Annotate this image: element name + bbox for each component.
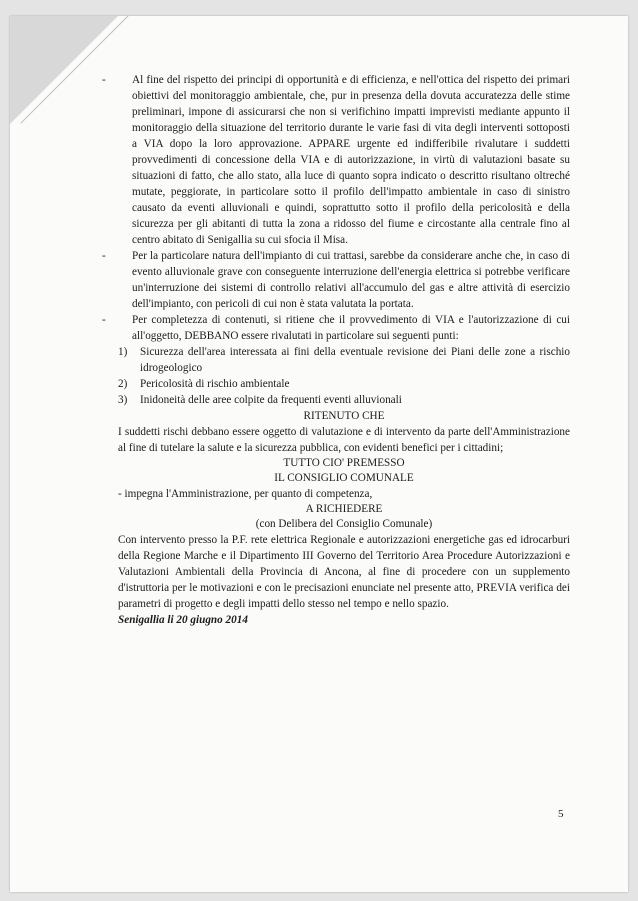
point-number: 1) <box>118 346 128 358</box>
heading-consiglio: IL CONSIGLIO COMUNALE <box>274 472 414 484</box>
bullet-text: Per la particolare natura dell'impianto di cui trattasi, sarebbe da considerare anche che, in caso di evento alluvionale grave con conseguente interruzione dell'energia elettrica si potrebbe verificare un'interruzione dei sistemi di controllo relativi all'accumulo del gas e altre attività di esercizio dell'impianto, con pericoli di cui non è stata valutata la portata. <box>132 250 570 310</box>
paragraph-rischi: I suddetti rischi debbano essere oggetto di valutazione e di intervento da parte dell'Amministrazione al fine di tutelare la salute e la sicurezza pubblica, con evidenti benefici per i cittadini; <box>118 426 570 454</box>
numbered-point <box>118 344 570 376</box>
paragraph-impegna: - impegna l'Amministrazione, per quanto di competenza, <box>118 488 373 500</box>
bullet-paragraph <box>102 312 570 344</box>
point-text: Pericolosità di rischio ambientale <box>140 378 290 390</box>
paragraph-intervento: Con intervento presso la P.F. rete elettrica Regionale e autorizzazioni energetiche gas ed idrocarburi della Regione Marche e il Dipartimento III Governo del Territorio Area Procedure Autorizzazioni e Valutazioni Ambientali della Provincia di Ancona, al fine di procedere con un supplemento d'istruttoria per le motivazioni e con le precisazioni enunciate nel presente atto, PREVIA verifica dei parametri di progetto e degli impatti dello stesso nel tempo e nello spazio. <box>118 534 570 610</box>
point-number: 3) <box>118 394 128 406</box>
numbered-point <box>118 392 570 408</box>
point-text: Inidoneità delle aree colpite da frequenti eventi alluvionali <box>140 394 402 406</box>
heading-premesso: TUTTO CIO' PREMESSO <box>283 457 405 469</box>
heading-ritenuto: RITENUTO CHE <box>303 410 385 422</box>
heading-richiedere: A RICHIEDERE <box>305 503 383 515</box>
document-page <box>10 16 628 892</box>
bullet-dash: - <box>102 314 106 326</box>
bullet-text: Per completezza di contenuti, si ritiene che il provvedimento di VIA e l'autorizzazione di cui all'oggetto, DEBBANO essere rivalutati in particolare sui seguenti punti: <box>132 314 570 342</box>
signature-line: Senigallia li 20 giugno 2014 <box>118 614 248 626</box>
heading-delibera: (con Delibera del Consiglio Comunale) <box>255 518 433 530</box>
bullet-dash: - <box>102 74 106 86</box>
bullet-paragraph <box>102 72 570 248</box>
folded-corner <box>10 16 118 124</box>
bullet-paragraph <box>102 248 570 312</box>
document-body <box>102 72 570 628</box>
point-number: 2) <box>118 378 128 390</box>
numbered-point <box>118 376 570 392</box>
bullet-text: Al fine del rispetto dei principi di opportunità e di efficienza, e nell'ottica del rispetto dei primari obiettivi del monitoraggio ambientale, che, pur in presenza della dovuta accuratezza delle stime preliminari, impone di assicurarsi che non si verifichino impatti imprevisti mediante appunto il monitoraggio della situazione del territorio durante le varie fasi di vita degli interventi sottoposti a VIA dopo la loro approvazione. APPARE urgente ed indifferibile rivalutare i suddetti provvedimenti di concessione della VIA e di autorizzazione, in virtù di valutazioni basate su situazioni di fatto, che allo stato, alla luce di quanto sopra indicato o descritto risultano oltreché mutate, peggiorate, in particolare sotto il profilo dell'impatto ambientale in caso di sinistro causato da eventi alluvionali e quindi, soprattutto sotto il profilo della pericolosità e della sicurezza per gli abitanti di tutta la zona a ridosso del fiume e circostante alla centrale fino al centro abitato di Senigallia su cui sfocia il Misa. <box>132 74 570 246</box>
bullet-dash: - <box>102 250 106 262</box>
page-number: 5 <box>558 808 564 820</box>
point-text: Sicurezza dell'area interessata ai fini della eventuale revisione dei Piani delle zone a rischio idrogeologico <box>140 346 570 374</box>
